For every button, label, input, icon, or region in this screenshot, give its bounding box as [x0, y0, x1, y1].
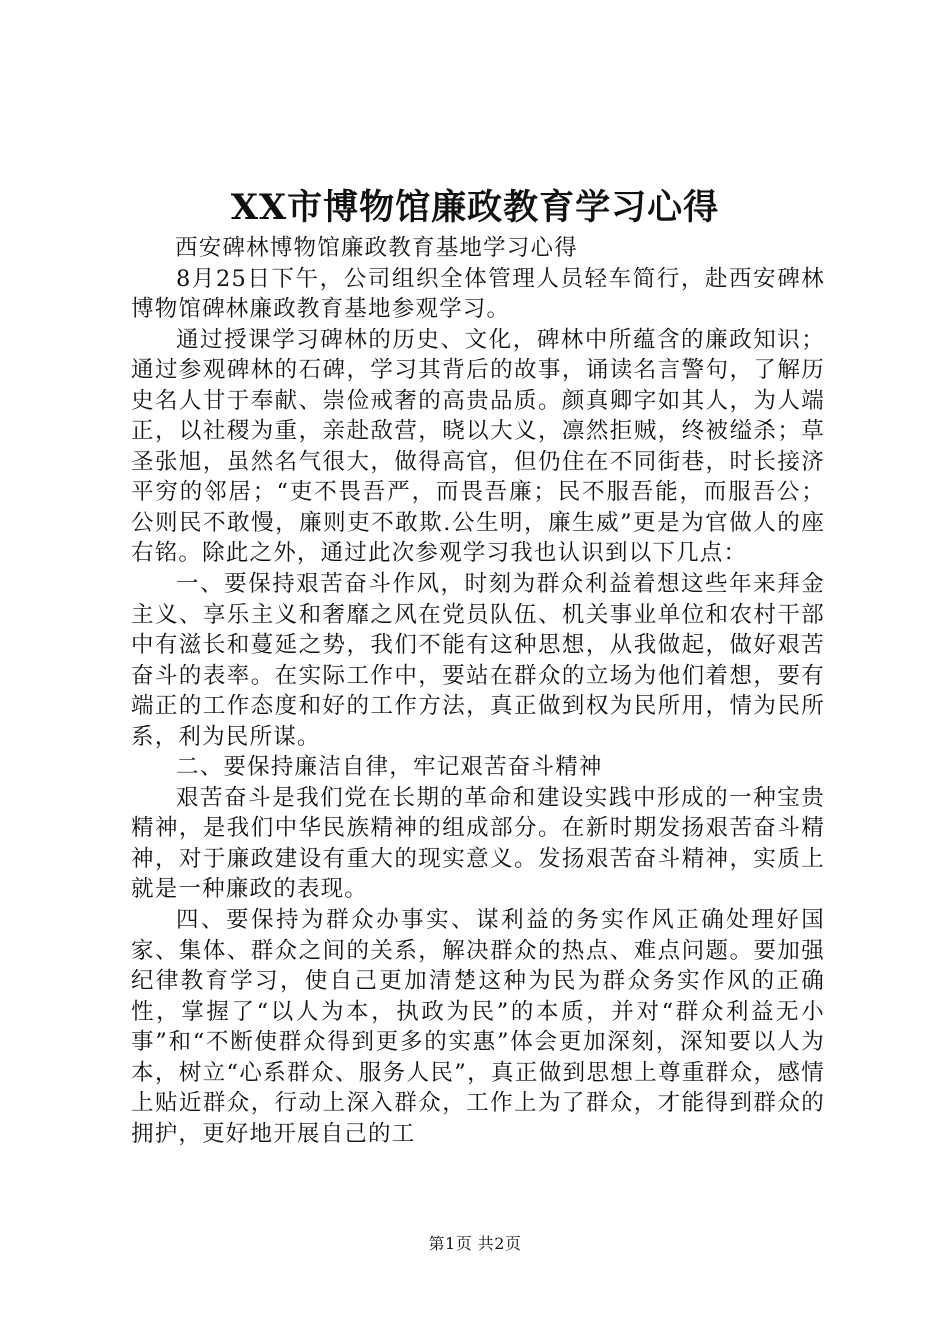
- page-footer: [0, 1234, 950, 1254]
- paragraph-point-one: 一、要保持艰苦奋斗作风，时刻为群众利益着想这些年来拜金主义、享乐主义和奢靡之风在党员队伍、机关事业单位和农村干部中有滋长和蔓延之势，我们不能有这种思想，从我做起，做好艰苦奋斗的表率。在实际工作中，要站在群众的立场为他们着想，要有端正的工作态度和好的工作方法，真正做到权为民所用，情为民所系，利为民所谋。: [131, 571, 825, 750]
- page-title: XX市博物馆廉政教育学习心得: [230, 187, 720, 228]
- paragraph-point-two-body: 艰苦奋斗是我们党在长期的革命和建设实践中形成的一种宝贵精神，是我们中华民族精神的组成部分。在新时期发扬艰苦奋斗精神，对于廉政建设有重大的现实意义。发扬艰苦奋斗精神，实质上就是一种廉政的表现。: [131, 784, 825, 903]
- paragraph-point-four: 四、要保持为群众办事实、谋利益的务实作风正确处理好国家、集体、群众之间的关系，解决群众的热点、难点问题。要加强纪律教育学习，使自己更加清楚这种为民为群众务实作风的正确性，掌握了“以人为本，执政为民”的本质，并对“群众利益无小事”和“不断使群众得到更多的实惠”体会更加深刻，深知要以人为本，树立“心系群众、服务人民”，真正做到思想上尊重群众，感情上贴近群众，行动上深入群众，工作上为了群众，才能得到群众的拥护，更好地开展自己的工: [131, 907, 825, 1147]
- document-body: [131, 233, 825, 1149]
- document-subtitle: 西安碑林博物馆廉政教育基地学习心得: [175, 235, 578, 261]
- paragraph-intro: 8月25日下午，公司组织全体管理人员轻车简行，赴西安碑林博物馆碑林廉政教育基地参观学习。: [131, 265, 825, 323]
- paragraph-point-two-heading: 二、要保持廉洁自律，牢记艰苦奋斗精神: [176, 754, 603, 781]
- page-number: 第1页: [428, 1234, 473, 1253]
- page-total: 共2页: [477, 1234, 522, 1253]
- paragraph-learning: 通过授课学习碑林的历史、文化，碑林中所蕴含的廉政知识；通过参观碑林的石碑，学习其背后的故事，诵读名言警句，了解历史名人甘于奉献、崇俭戒奢的高贵品质。颜真卿字如其人，为人端正，以社稷为重，亲赴敌营，晓以大义，凛然拒贼，终被缢杀；草圣张旭，虽然名气很大，做得高官，但仍住在不同街巷，时长接济平穷的邻居；“吏不畏吾严，而畏吾廉；民不服吾能，而服吾公；公则民不敢慢，廉则吏不敢欺.公生明，廉生威”更是为官做人的座右铭。除此之外，通过此次参观学习我也认识到以下几点：: [131, 326, 825, 567]
